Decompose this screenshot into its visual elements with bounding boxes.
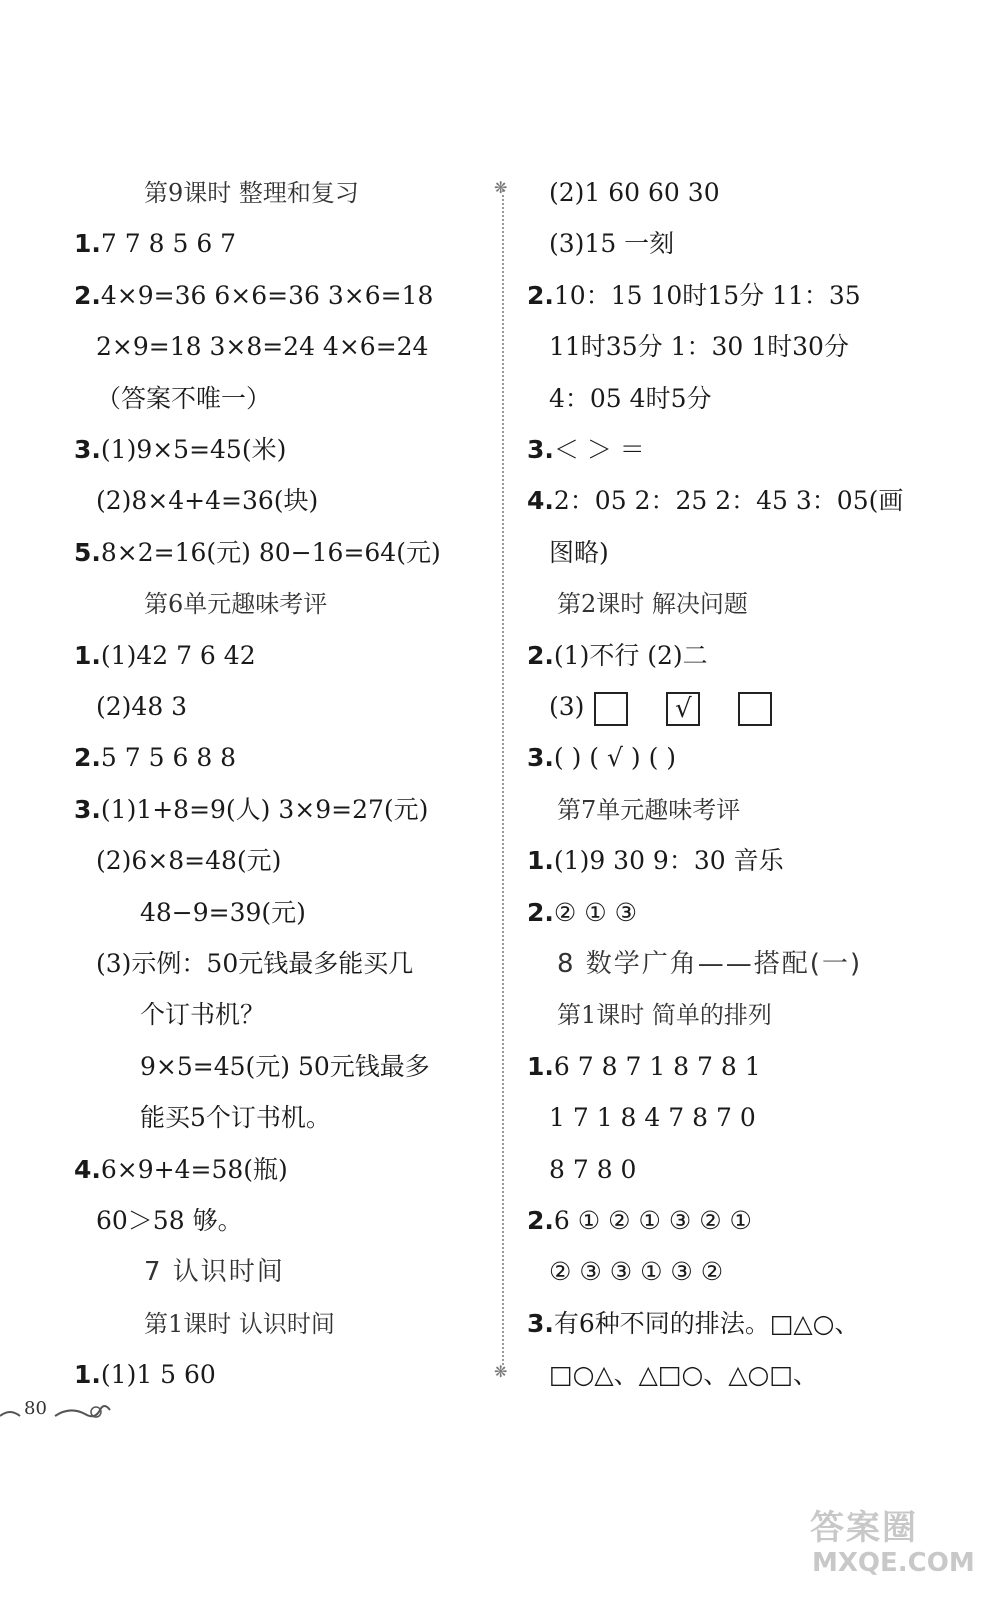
section-heading: 8 数学广角——搭配(一) xyxy=(557,949,863,979)
answer-line: 2×9=18 3×8=24 4×6=24 xyxy=(96,332,429,362)
answer-box xyxy=(738,692,772,726)
answer-line: (3)示例：50元钱最多能买几 xyxy=(96,949,414,978)
answer-text: 7 7 8 5 6 7 xyxy=(100,229,237,259)
question-number: 1. xyxy=(527,1051,554,1081)
watermark-logo: 答案圈 xyxy=(810,1508,918,1548)
answer-line xyxy=(74,536,441,570)
answer-line-boxes xyxy=(549,690,782,726)
question-number: 4. xyxy=(527,486,554,516)
answer-line xyxy=(74,1358,216,1392)
answer-line xyxy=(74,793,428,827)
answer-line xyxy=(74,741,236,775)
answer-text: ( ) ( √ ) ( ) xyxy=(553,743,677,773)
answer-line xyxy=(527,741,676,775)
answer-line xyxy=(527,484,903,518)
question-number: 2. xyxy=(527,1206,554,1235)
answer-text: 6 ① ② ① ③ ② ① xyxy=(553,1206,752,1235)
answer-text: 6×9+4=58(瓶) xyxy=(100,1154,288,1184)
section-heading: 第2课时 解决问题 xyxy=(557,590,748,619)
question-number: 3. xyxy=(74,794,101,824)
question-number: 2. xyxy=(527,640,554,670)
answer-text: 5 7 5 6 8 8 xyxy=(100,743,237,773)
answer-text: ② ① ③ xyxy=(553,897,638,927)
question-number: 1. xyxy=(527,846,554,876)
question-number: 3. xyxy=(527,1308,554,1338)
divider-ornament-bottom: ❋ xyxy=(494,1362,508,1381)
section-heading: 7 认识时间 xyxy=(144,1257,285,1288)
question-number: 2. xyxy=(527,280,554,310)
answer-text: (1)不行 (2)二 xyxy=(553,640,708,670)
answer-line: 9×5=45(元) 50元钱最多 xyxy=(140,1051,430,1081)
question-number: 3. xyxy=(527,743,554,773)
answer-line: 图略) xyxy=(549,537,609,567)
answer-line: 4：05 4时5分 xyxy=(549,383,712,413)
answer-text: (1)9×5=45(米) xyxy=(100,435,287,464)
answer-box: √ xyxy=(666,692,700,726)
answer-line: 48−9=39(元) xyxy=(140,897,306,927)
question-number: 1. xyxy=(74,1360,101,1390)
answer-line: 能买5个订书机。 xyxy=(140,1103,331,1133)
answer-text: (1)1 5 60 xyxy=(100,1360,216,1390)
watermark-url: MXQE.COM xyxy=(812,1548,975,1578)
answer-line xyxy=(74,1153,288,1187)
question-number: 5. xyxy=(74,537,101,567)
section-heading: 第1课时 认识时间 xyxy=(144,1309,335,1338)
question-number: 3. xyxy=(527,435,554,464)
answer-line xyxy=(527,1204,752,1238)
section-heading: 第7单元趣味考评 xyxy=(557,795,741,824)
question-number: 2. xyxy=(527,897,554,927)
column-divider xyxy=(502,190,504,1365)
page-number: 80 xyxy=(24,1398,47,1419)
page-swirl-ornament xyxy=(0,1398,120,1428)
question-number: 3. xyxy=(74,435,101,464)
answer-line xyxy=(527,896,637,930)
answer-text: ＜ ＞ ＝ xyxy=(553,435,645,464)
answer-line: 8 7 8 0 xyxy=(549,1154,637,1184)
answer-line xyxy=(74,639,256,673)
question-number: 2. xyxy=(74,280,101,310)
answer-line: (2)6×8=48(元) xyxy=(96,846,282,876)
answer-line xyxy=(527,639,708,673)
answer-text: 6 7 8 7 1 8 7 8 1 xyxy=(553,1051,761,1081)
answer-line: (3)15 一刻 xyxy=(549,229,675,259)
section-heading: 第6单元趣味考评 xyxy=(144,590,328,619)
answer-text: (1)42 7 6 42 xyxy=(100,640,256,670)
answer-line xyxy=(527,1307,859,1341)
answer-line: 60＞58 够。 xyxy=(96,1206,243,1235)
answer-box xyxy=(594,692,628,726)
question-number: 2. xyxy=(74,743,101,773)
divider-ornament-top: ❋ xyxy=(494,178,508,197)
answer-prefix: (3) xyxy=(549,692,585,721)
answer-line xyxy=(527,433,645,467)
answer-line: (2)1 60 60 30 xyxy=(549,178,720,207)
answer-line: 1 7 1 8 4 7 8 7 0 xyxy=(549,1103,756,1133)
answer-text: 4×9=36 6×6=36 3×6=18 xyxy=(100,280,434,310)
answer-line: □○△、△□○、△○□、 xyxy=(549,1360,818,1390)
question-number: 1. xyxy=(74,229,101,259)
answer-line xyxy=(74,227,236,261)
answer-text: (1)9 30 9：30 音乐 xyxy=(553,846,784,876)
section-heading: 第9课时 整理和复习 xyxy=(144,179,359,207)
answer-line xyxy=(527,844,784,878)
answer-line: （答案不唯一） xyxy=(96,383,272,413)
answer-line xyxy=(74,433,286,467)
answer-text: 有6种不同的排法。□△○、 xyxy=(553,1308,860,1338)
answer-text: 8×2=16(元) 80−16=64(元) xyxy=(100,537,441,567)
section-heading: 第1课时 简单的排列 xyxy=(557,1001,772,1030)
answer-line xyxy=(527,279,861,313)
answer-line: ② ③ ③ ① ③ ② xyxy=(549,1257,724,1287)
question-number: 1. xyxy=(74,640,101,670)
answer-line xyxy=(527,1050,761,1084)
answer-text: 2：05 2：25 2：45 3：05(画 xyxy=(553,486,904,516)
answer-line: (2)8×4+4=36(块) xyxy=(96,486,319,516)
answer-line: (2)48 3 xyxy=(96,692,188,721)
answer-text: 10：15 10时15分 11：35 xyxy=(553,280,861,310)
answer-line: 11时35分 1：30 1时30分 xyxy=(549,332,849,362)
answer-line xyxy=(74,279,433,313)
answer-line: 个订书机？ xyxy=(140,1000,266,1030)
question-number: 4. xyxy=(74,1154,101,1184)
answer-text: (1)1+8=9(人) 3×9=27(元) xyxy=(100,794,429,824)
